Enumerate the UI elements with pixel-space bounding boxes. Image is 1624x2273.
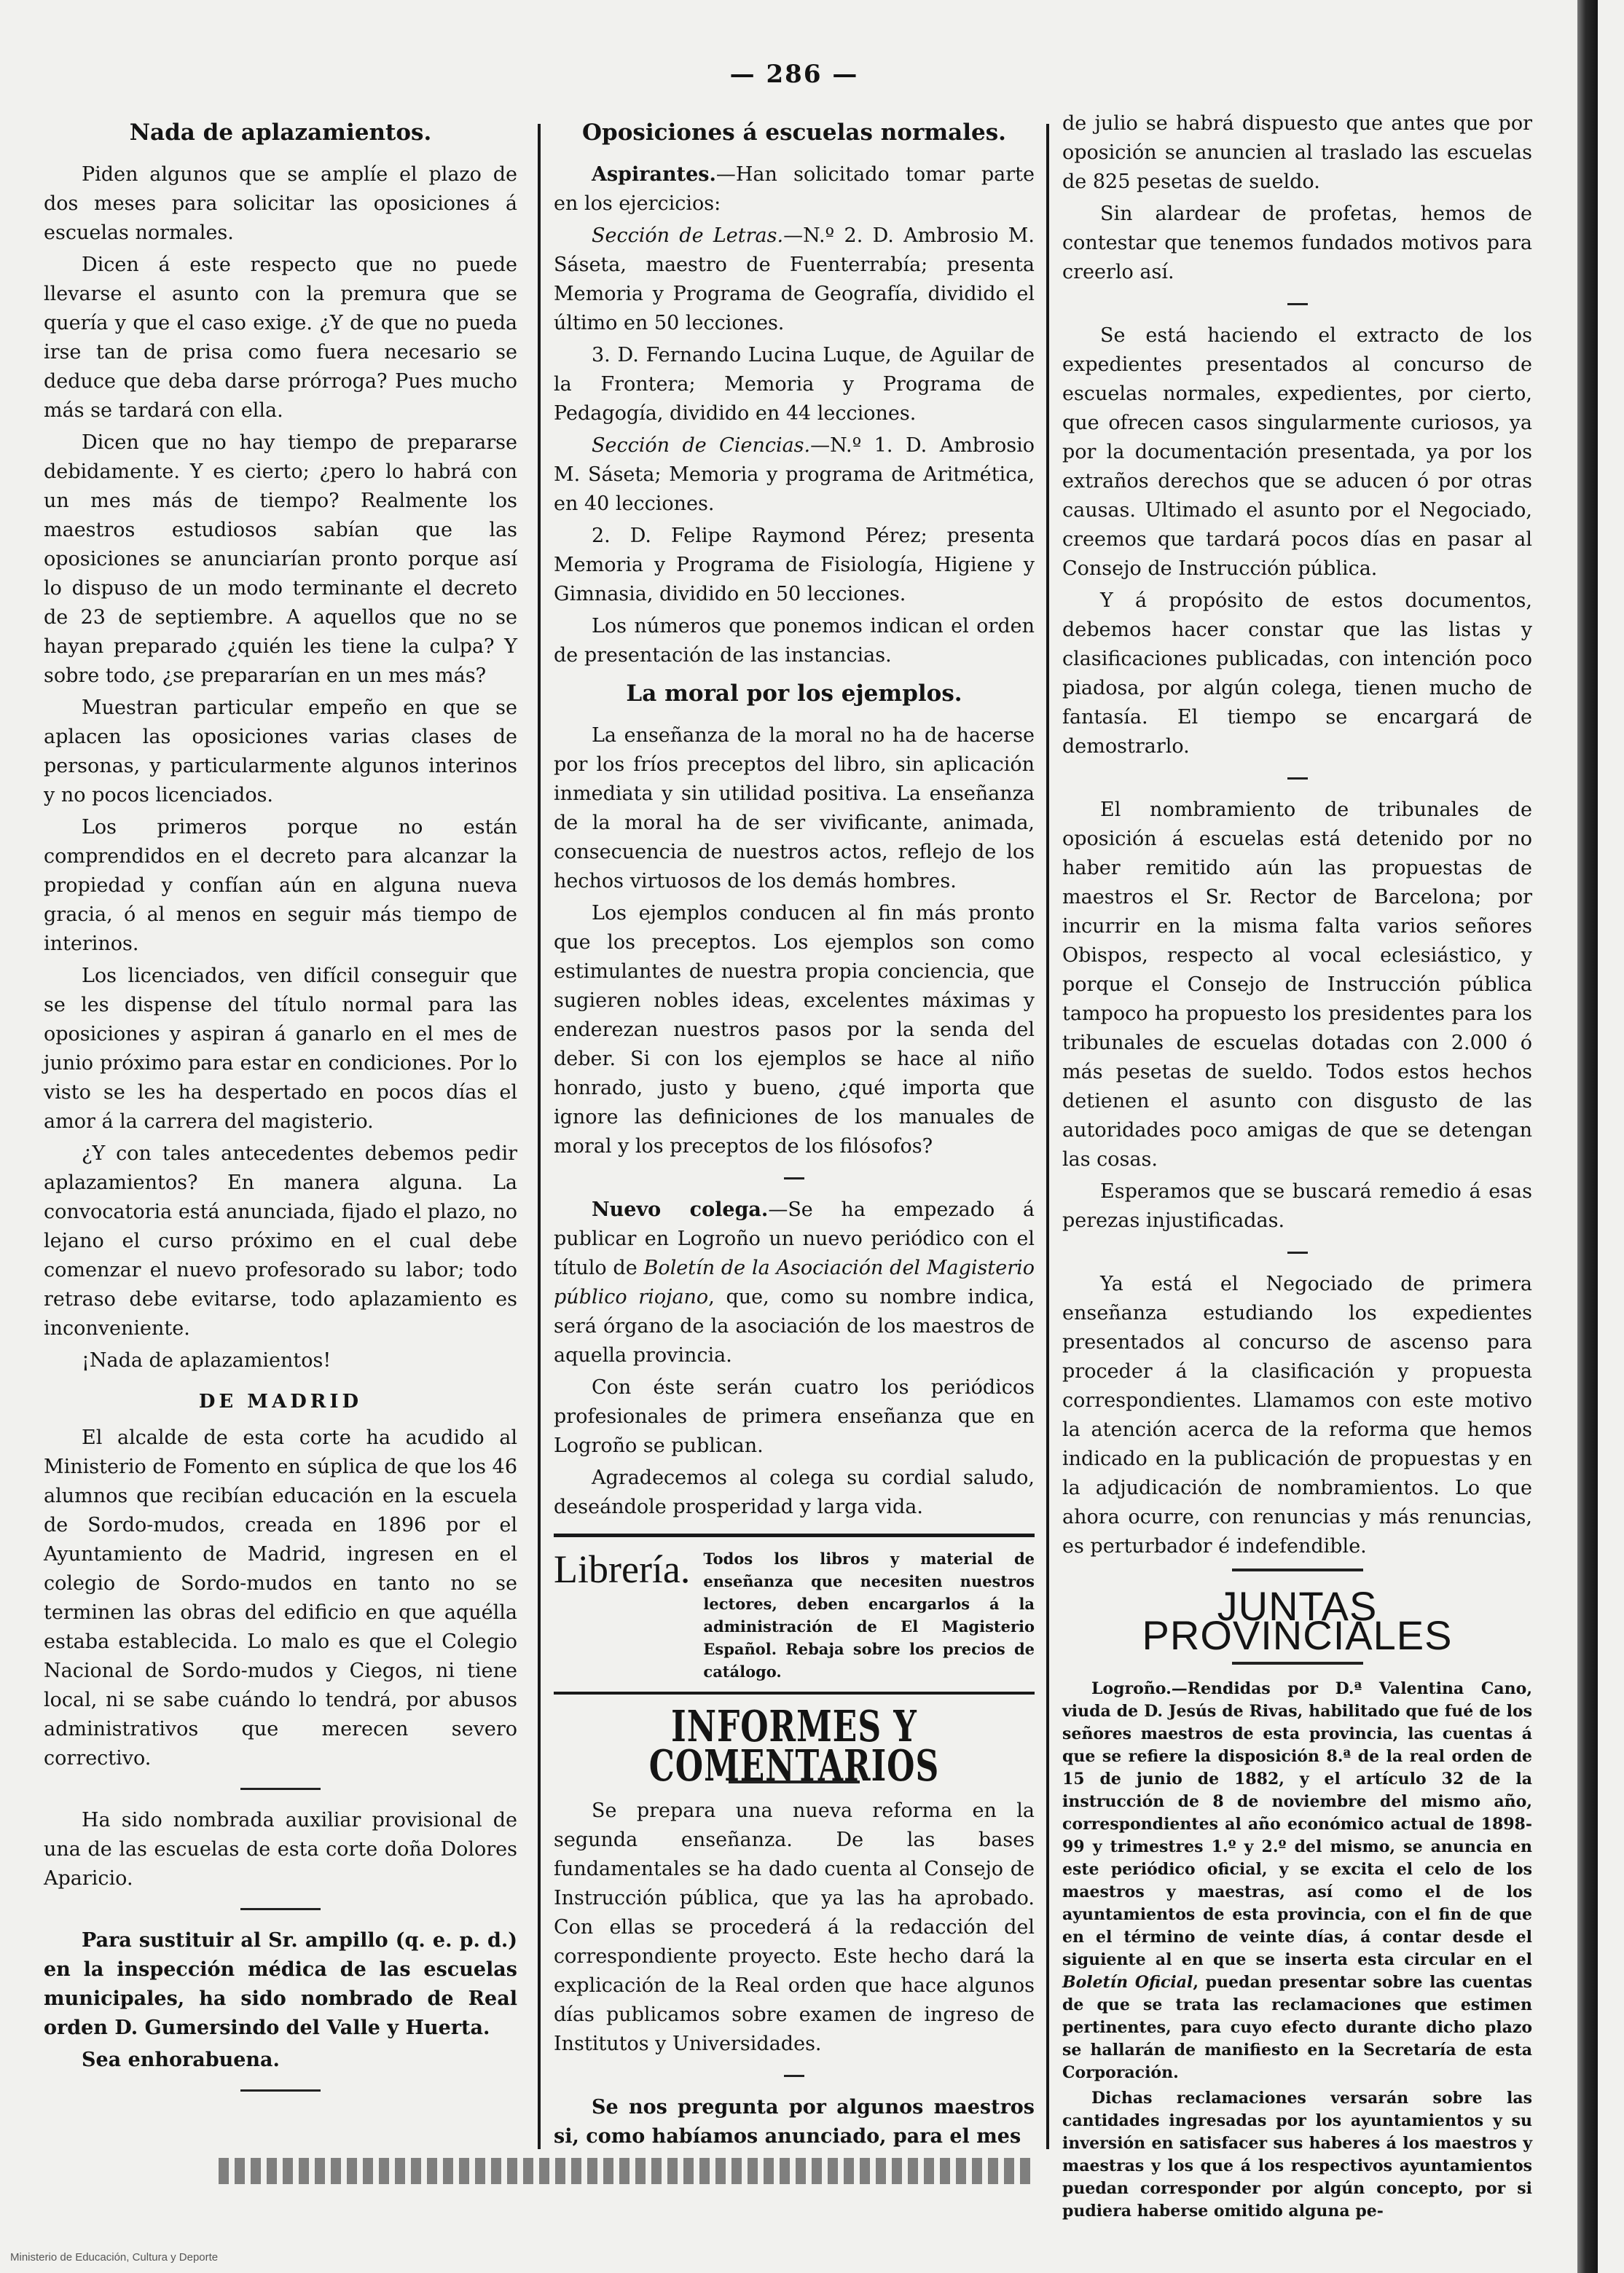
documentos-paragraph: Y á propósito de estos documentos, debemos hacer constar que las listas y clasificaciones publicadas, con intención poco piadosa, por algún colega, tienen mucho de fantasía. El tiempo se encargará de demostrarlo. — [1062, 589, 1532, 758]
column-3 — [1062, 109, 1532, 2226]
libreria-title: Librería. — [554, 1547, 691, 1591]
informes-paragraph-1: Se prepara una nueva reforma en la segunda enseñanza. De las bases fundamentales se ha dado cuenta al Consejo de Instrucción pública, que ya las ha aprobado. Con ellas se procederá á la redacción del correspondiente proyecto. Este hecho dará la explicación de la Real orden que hace algunos días publicamos sobre examen de ingreso de Institutos y Universidades. — [554, 1799, 1035, 2055]
profetas-paragraph: Sin alardear de profetas, hemos de contestar que tenemos fundados motivos para creerlo así. — [1062, 203, 1532, 283]
madrid-paragraph: El alcalde de esta corte ha acudido al Ministerio de Fomento en súplica de que los 46 alumnos que recibían educación en la escuela de Sordo-mudos, creada en 1896 por el Ayuntamiento de Madrid, ingresen en el colegio de Sordo-mudos en tanto no se terminen las obras del edificio en que aquélla estaba establecida. Lo malo es que el Colegio Nacional de Sordo-mudos y Ciegos, ni tiene local, ni se sabe cuándo lo tendrá, por abusos administrativos que merecen severo correctivo. — [44, 1426, 517, 1770]
juntas-body — [1062, 1678, 1532, 2223]
moral-paragraph: Los ejemplos conducen al fin más pronto que los preceptos. Los ejemplos son como estimulantes de nuestra propia conciencia, que sugieren nobles ideas, excelentes máximas y enderezan nuestros pasos por la senda del deber. Si con los ejemplos se hace al niño honrado, justo y bueno, ¿qué importa que ignore las definiciones de los manuales de moral y los preceptos de los filósofos? — [554, 902, 1035, 1158]
informes-heading: INFORMES Y COMENTARIOS — [648, 1701, 940, 1791]
article-paragraph: ¡Nada de aplazamientos! — [82, 1349, 332, 1372]
numeros-paragraph: Los números que ponemos indican el orden de presentación de las instancias. — [554, 615, 1035, 667]
extracto-paragraph: Se está haciendo el extracto de los expedientes presentados al concurso de escuelas normales, expedientes, por cierto, que ofrecen casos singularmente curiosos, ya por la documentación presentada, ya por los extraños derechos que se aducen ó por otras causas. Ultimado el asunto por el Negociado, creemos que tardará pocos días en pasar al Consejo de Instrucción pública. — [1062, 324, 1532, 580]
aspirantes-text: —Han solicitado tomar parte en los ejercicios: — [554, 163, 1035, 215]
section-rule — [784, 2075, 804, 2077]
remedio-paragraph: Esperamos que se buscará remedio á esas perezas injustificadas. — [1062, 1180, 1532, 1232]
logrono-text-b: , puedan presentar sobre las cuentas de que se trata las reclamaciones que estimen pertinentes, para cuyo efecto durante dicho plazo se hallarán de manifiesto en la Secretaría de esta Corporación. — [1062, 1973, 1532, 2082]
ciencias-label: Sección de Ciencias. — [592, 434, 811, 457]
article-paragraph: Dicen á este respecto que no puede llevarse el asunto con la premura que se quería y que el caso exige. ¿Y de que no pueda irse tan de prisa como fuera necesario se deduce que deba darse prórroga? Pues mucho más se tardará con ella. — [44, 254, 517, 422]
section-rule — [1287, 1252, 1308, 1254]
scan-artifact — [219, 2158, 1035, 2184]
section-rule — [1287, 303, 1308, 305]
aplazamientos-heading: Nada de aplazamientos. — [129, 119, 432, 146]
aspirantes-paragraph — [554, 160, 1035, 219]
footer-credit: Ministerio de Educación, Cultura y Deporte — [10, 2251, 219, 2264]
colega-paragraph-2: Con éste serán cuatro los periódicos profesionales de primera enseñanza que en Logroño se publican. — [554, 1376, 1035, 1457]
section-rule — [1287, 777, 1308, 780]
article-paragraph: Los licenciados, ven difícil conseguir que se les dispense del título normal para las oposiciones y aspiran á ganarlo en el mes de junio próximo para estar en condiciones. Por lo visto se les ha despertado en pocos días el amor á la carrera del magisterio. — [44, 965, 517, 1133]
article-paragraph: Dicen que no hay tiempo de prepararse debidamente. Y es cierto; ¿pero lo habrá con un mes más de tiempo? Realmente los maestros estudiosos sabían que las oposiciones se anunciarían pronto porque así lo dispuso de un modo terminante el decreto de 23 de septiembre. A aquellos que no se hayan preparado ¿quién les tiene la culpa? Y sobre todo, ¿se prepararían en un mes más? — [44, 431, 517, 687]
letras-entry-2: 3. D. Fernando Lucina Luque, de Aguilar de la Frontera; Memoria y Programa de Pedagogía, dividido en 44 lecciones. — [554, 344, 1035, 425]
letras-paragraph — [554, 221, 1035, 338]
article-paragraph: ¿Y con tales antecedentes debemos pedir aplazamientos? En manera alguna. La convocatoria está anunciada, fijado el plazo, no lejano el curso próximo en el cual debe comenzar el nuevo profesorado su labor; todo retraso debe evitarse, todo aplazamiento es inconveniente. — [44, 1142, 517, 1340]
aspirantes-label: Aspirantes. — [592, 163, 716, 186]
moral-paragraph: La enseñanza de la moral no ha de hacerse por los fríos preceptos del libro, sin aplicación inmediata y sin utilidad positiva. La enseñanza de la moral ha de ser vivificante, animada, consecuencia de nuestros actos, reflejo de los hechos virtuosos de los demás hombres. — [554, 724, 1035, 892]
column-divider-2 — [1046, 124, 1049, 2149]
colega-label: Nuevo colega. — [592, 1198, 769, 1221]
article-paragraph: Muestran particular empeño en que se aplacen las oposiciones varias clases de personas, y particularmente algunos interinos y no pocos licenciados. — [44, 696, 517, 806]
logrono-text-a: —Rendidas por D.ª Valentina Cano, viuda de D. Jesús de Rivas, habilitado que fué de los señores maestros de esta provincia, las cuentas á que se refiere la disposición 8.ª de la real orden de 15 de junio de 1882, y el artículo 32 de la instrucción de 8 de noviembre del mismo año, correspondientes al año económico actual de 1898-99 y trimestres 1.º y 2.º del mismo, se anuncia en este periódico oficial, y se excita el celo de los maestros y maestras, así como el de los ayuntamientos de esta provincia, con el fin de que en el término de veinte días, á contar desde el siguiente al en que se inserta esta circular en el — [1062, 1679, 1532, 1969]
libreria-text: Todos los libros y material de enseñanza que necesiten nuestros lectores, deben encargarlos á la administración de El Magisterio Español. Rebaja sobre los precios de catálogo. — [703, 1550, 1035, 1681]
section-rule — [240, 1908, 321, 1910]
libreria-advert — [554, 1534, 1035, 1695]
logrono-boletin: Boletín Oficial — [1062, 1973, 1193, 1992]
article-paragraph: Los primeros porque no están comprendidos en el decreto para alcanzar la propiedad y confían aún en alguna nueva gracia, ó al menos en seguir más tiempo de interinos. — [44, 816, 517, 955]
logrono-paragraph — [1062, 1678, 1532, 2084]
oposiciones-heading: Oposiciones á escuelas normales. — [582, 119, 1006, 146]
section-rule — [784, 1177, 804, 1179]
colega-paragraph — [554, 1196, 1035, 1370]
juntas-heading: JUNTAS PROVINCIALES — [1142, 1583, 1453, 1658]
logrono-paragraph-2: Dichas reclamaciones versarán sobre las cantidades ingresadas por los ayuntamientos y su inversión en satisfacer sus haberes á los maestros y maestras y los que á los respectivos ayuntamientos puedan corresponder por algún concepto, por si pudiera haberse omitido alguna pe- — [1062, 2089, 1532, 2221]
ciencias-paragraph — [554, 431, 1035, 519]
colega-text-b: , que, como su nombre indica, será órgano de la asociación de los maestros de aquella provincia. — [554, 1286, 1035, 1367]
column-1 — [44, 109, 517, 2108]
enhorabuena-paragraph: Sea enhorabuena. — [82, 2049, 280, 2071]
colega-text-a: —Se ha empezado á publicar en Logroño un nuevo periódico con el título de — [554, 1198, 1035, 1279]
madrid-heading: DE MADRID — [198, 1391, 363, 1413]
logrono-label: Logroño. — [1091, 1679, 1172, 1698]
page-number: — 286 — — [729, 60, 859, 89]
auxiliar-paragraph: Ha sido nombrada auxiliar provisional de una de las escuelas de esta corte doña Dolores Aparicio. — [44, 1809, 517, 1890]
column-divider-1 — [538, 124, 541, 2149]
ciencias-entry-2: 2. D. Felipe Raymond Pérez; presenta Memoria y Programa de Fisiología, Higiene y Gimnasia, dividido en 50 lecciones. — [554, 525, 1035, 605]
ciencias-entry-1: —N.º 1. D. Ambrosio M. Sáseta; Memoria y programa de Aritmética, en 40 lecciones. — [554, 434, 1035, 515]
traslado-paragraph: de julio se habrá dispuesto que antes que por oposición se anuncien al traslado las escuelas de 825 pesetas de sueldo. — [1062, 112, 1532, 193]
letras-label: Sección de Letras. — [592, 224, 784, 247]
article-paragraph: Piden algunos que se amplíe el plazo de dos meses para solicitar las oposiciones á escuelas normales. — [44, 163, 517, 244]
scan-edge — [1577, 0, 1598, 2273]
section-rule — [1232, 1662, 1363, 1665]
tribunales-paragraph: El nombramiento de tribunales de oposición á escuelas está detenido por no haber remitido aún las propuestas de maestros el Sr. Rector de Barcelona; por incurrir en la misma falta varios señores Obispos, respecto al vocal eclesiástico, y porque el Consejo de Instrucción pública tampoco ha propuesto los presidentes para los tribunales de escuelas dotadas con 2.000 ó más pesetas de sueldo. Todos estos hechos detienen el asunto con disgusto de las autoridades poco amigas de que se detengan las cosas. — [1062, 798, 1532, 1171]
letras-entry-1: —N.º 2. D. Ambrosio M. Sáseta, maestro de Fuenterrabía; presenta Memoria y Programa de Geografía, dividido el último en 50 lecciones. — [554, 224, 1035, 334]
inspeccion-paragraph: Para sustituir al Sr. ampillo (q. e. p. d.) en la inspección médica de las escuelas municipales, ha sido nombrado de Real orden D. Gumersindo del Valle y Huerta. — [44, 1929, 517, 2039]
informes-paragraph-2: Se nos pregunta por algunos maestros si, como habíamos anunciado, para el mes — [554, 2096, 1035, 2148]
section-rule — [1232, 1569, 1363, 1571]
negociado-paragraph: Ya está el Negociado de primera enseñanza estudiando los expedientes presentados al concurso de ascenso para proceder á la clasificación y propuesta correspondientes. Llamamos con este motivo la atención acerca de la reforma que hemos indicado en la publicación de propuestas y en la adjudicación de nombramientos. Lo que ahora ocurre, con renuncias y más renuncias, es perturbador é indefendible. — [1062, 1273, 1532, 1558]
colega-periodical-title: Boletín de la Asociación del Magisterio público riojano — [554, 1257, 1035, 1308]
colega-paragraph-3: Agradecemos al colega su cordial saludo, deseándole prosperidad y larga vida. — [554, 1467, 1035, 1518]
section-rule — [240, 1788, 321, 1790]
column-2 — [554, 109, 1035, 2154]
section-rule — [240, 2089, 321, 2092]
moral-heading: La moral por los ejemplos. — [626, 680, 962, 707]
